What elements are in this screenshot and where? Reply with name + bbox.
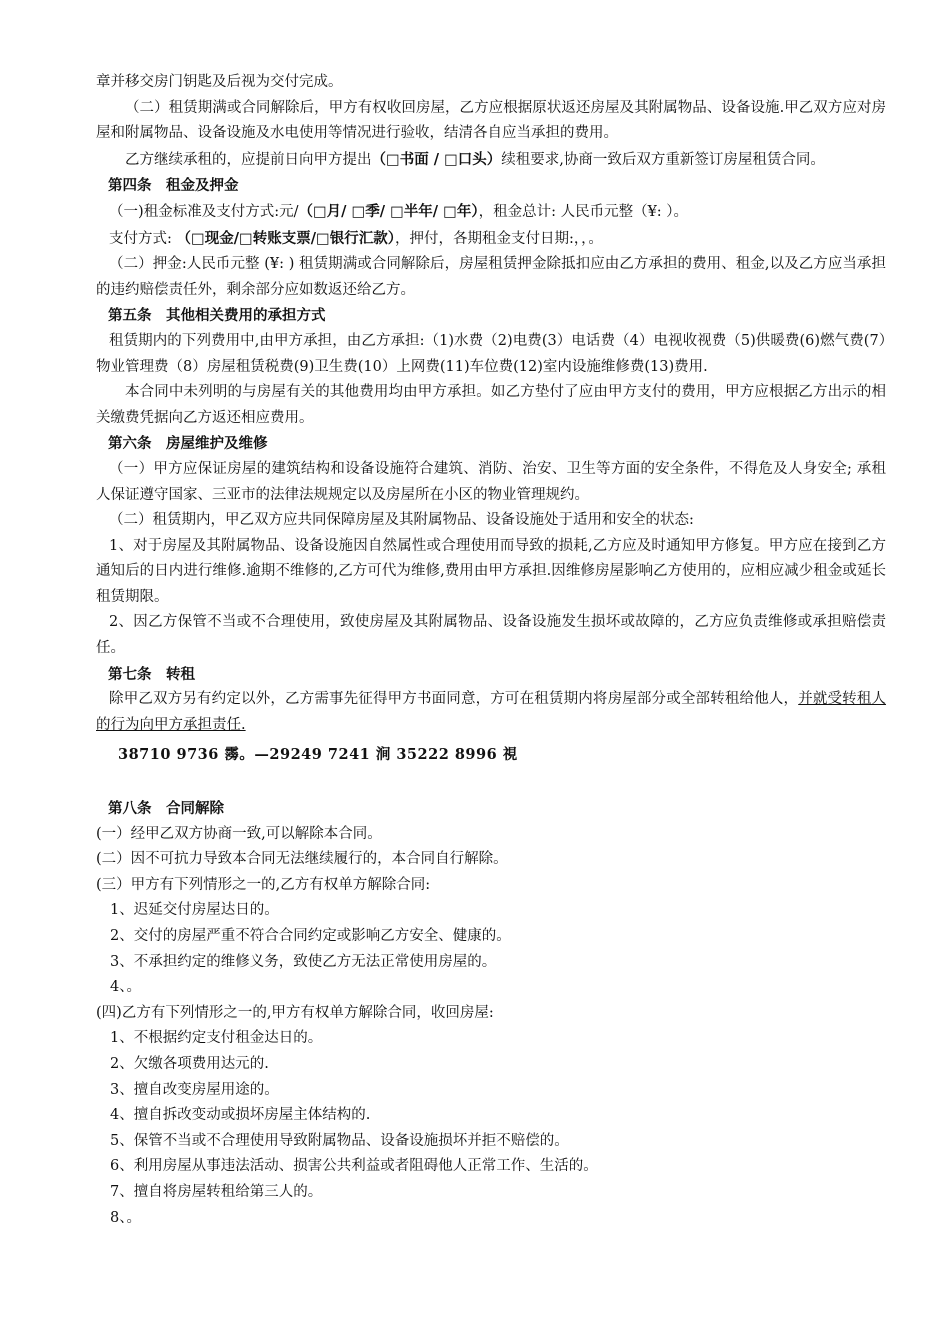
- renewal-method-options: （□书面 / □口头）: [371, 150, 502, 168]
- list-item: 8、。: [110, 1209, 141, 1226]
- list-item: 1、不根据约定支付租金达日的。: [110, 1030, 323, 1047]
- list-item: 6、利用房屋从事违法活动、损害公共利益或者阻碍他人正常工作、生活的。: [110, 1158, 598, 1175]
- paragraph-safety: （一）甲方应保证房屋的建筑结构和设备设施符合建筑、消防、治安、卫生等方面的安全条件，不得危及人身安全; 承租人保证遵守国家、三亚市的法律法规规定以及房屋所在小区的物业管理规约。: [96, 460, 886, 503]
- paragraph-handover-end: 章并移交房门钥匙及后视为交付完成。: [96, 74, 343, 90]
- article-4-heading: 第四条 租金及押金: [108, 177, 239, 195]
- list-item: (四)乙方有下列情形之一的,甲方有权单方解除合同，收回房屋:: [96, 1004, 494, 1021]
- paragraph-fee-list: 租赁期内的下列费用中,由甲方承担，由乙方承担:（1)水费（2)电费(3）电话费（4）电视收视费（5)供暖费(6)燃气费(7）物业管理费（8）房屋租赁税费(9)卫生费(10）上网费(11)车位费(12)室内设施维修费(13)费用.: [96, 332, 886, 375]
- article-5-heading: 第五条 其他相关费用的承担方式: [108, 307, 326, 325]
- article-6-heading: 第六条 房屋维护及维修: [108, 435, 268, 453]
- list-item: (二）因不可抗力导致本合同无法继续履行的，本合同自行解除。: [96, 851, 508, 868]
- list-item: 1、迟延交付房屋达日的。: [110, 902, 279, 919]
- paragraph-payment-method: 支付方式: （□现金/□转账支票/□银行汇款），押付，各期租金支付日期:，，。: [109, 229, 603, 247]
- list-item: 3、不承担约定的维修义务，致使乙方无法正常使用房屋的。: [110, 953, 497, 970]
- list-item: 2、交付的房屋严重不符合合同约定或影响乙方安全、健康的。: [110, 928, 511, 944]
- paragraph-repair-1: 1、对于房屋及其附属物品、设备设施因自然属性或合理使用而导致的损耗,乙方应及时通知甲方修复。甲方应在接到乙方通知后的日内进行维修.逾期不维修的,乙方可代为维修,费用由甲方承担.因维修房屋影响乙方使用的，应相应减少租金或延长租赁期限。: [96, 537, 886, 605]
- paragraph-other-fees: 本合同中未列明的与房屋有关的其他费用均由甲方承担。如乙方垫付了应由甲方支付的费用，甲方应根据乙方出示的相关缴费凭据向乙方返还相应费用。: [96, 384, 886, 426]
- paragraph-renewal: 乙方继续承租的，应提前日向甲方提出（□书面 / □口头）续租要求,协商一致后双方重新签订房屋租赁合同。: [125, 150, 825, 168]
- sublease-liability-underlined: 并就受转租人的行为向甲方承担责任.: [96, 691, 887, 733]
- contract-body: [96, 70, 886, 1231]
- paragraph-rent-standard: （一)租金标准及支付方式:元/（□月/ □季/ □半年/ □年），租金总计: 人民币元整（¥: ）。: [109, 202, 689, 220]
- list-item: 3、擅自改变房屋用途的。: [110, 1081, 279, 1098]
- paragraph-joint-maintenance: （二）租赁期内，甲乙双方应共同保障房屋及其附属物品、设备设施处于适用和安全的状态:: [109, 512, 694, 529]
- list-item: 5、保管不当或不合理使用导致附属物品、设备设施损坏并拒不赔偿的。: [110, 1132, 569, 1149]
- list-item: 2、欠缴各项费用达元的.: [110, 1055, 269, 1072]
- paragraph-return-house: （二）租赁期满或合同解除后，甲方有权收回房屋，乙方应根据原状返还房屋及其附属物品、设备设施.甲乙双方应对房屋和附属物品、设备设施及水电使用等情况进行验收，结清各自应当承担的费用。: [96, 99, 886, 142]
- list-item: 4、。: [110, 979, 141, 996]
- paragraph-deposit: （二）押金:人民币元整 (¥: ) 租赁期满或合同解除后，房屋租赁押金除抵扣应由乙方承担的费用、租金,以及乙方应当承担的违约赔偿责任外，剩余部分应如数返还给乙方。: [96, 256, 886, 298]
- encoded-text-line: 38710 9736 霶。—29249 7241 涧 35222 8996 視: [118, 746, 518, 764]
- article-8-heading: 第八条 合同解除: [108, 800, 224, 818]
- list-item: 7、擅自将房屋转租给第三人的。: [110, 1183, 323, 1200]
- paragraph-repair-2: 2、因乙方保管不当或不合理使用，致使房屋及其附属物品、设备设施发生损坏或故障的，乙方应负责维修或承担赔偿责任。: [96, 614, 886, 657]
- list-item: 4、擅自拆改变动或损坏房屋主体结构的.: [110, 1107, 371, 1124]
- paragraph-sublease: 除甲乙双方另有约定以外，乙方需事先征得甲方书面同意，方可在租赁期内将房屋部分或全部转租给他人，并就受转租人的行为向甲方承担责任.: [96, 691, 887, 733]
- article-7-heading: 第七条 转租: [108, 665, 195, 683]
- payment-method-options: （□现金/□转账支票/□银行汇款）: [176, 229, 395, 247]
- list-item: (三）甲方有下列情形之一的,乙方有权单方解除合同:: [96, 876, 431, 893]
- list-item: (一）经甲乙双方协商一致,可以解除本合同。: [96, 825, 382, 842]
- rent-period-options: （□月/ □季/ □半年/ □年）: [298, 202, 479, 220]
